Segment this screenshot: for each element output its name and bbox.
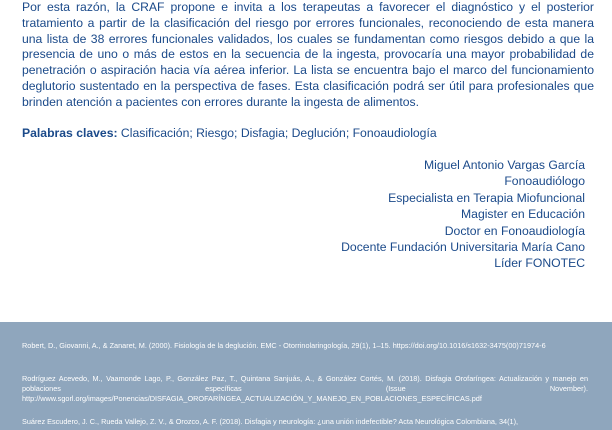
author-credential: Fonoaudiólogo: [504, 174, 585, 189]
author-block: [341, 157, 585, 272]
author-credential: Líder FONOTEC: [494, 256, 585, 271]
abstract-paragraph: Por esta razón, la CRAF propone e invita a los terapeutas a favorecer el diagnóstico y el posterior tratamiento a partir de la clasificación del riesgo por errores funcionales, reconociendo de esta manera una lista de 38 errores funcionales validados, los cuales se fundamentan como riesgos debido a que la presencia de uno o más de estos en la secuencia de la ingesta, provocaría una mayor probabilidad de penetración o aspiración hacia vía aérea inferior. La lista se encuentra bajo el marco del funcionamiento deglutorio sustentado en la perspectiva de fases. Esta clasificación podrá ser útil para profesionales que brinden atención a pacientes con errores durante la ingesta de alimentos.: [22, 0, 594, 109]
keywords-label: Palabras claves:: [22, 126, 118, 140]
reference-item: Suárez Escudero, J. C., Rueda Vallejo, Z. V., & Orozco, A. F. (2018). Disfagia y neurología: ¿una unión indefectible? Acta Neurológica Colombiana, 34(1),: [22, 417, 519, 426]
author-credential: Docente Fundación Universitaria María Cano: [341, 240, 585, 255]
author-credential: Especialista en Terapia Miofuncional: [388, 190, 585, 205]
keywords-line: [22, 126, 594, 142]
reference-item: Rodríguez Acevedo, M., Vaamonde Lago, P., González Paz, T., Quintana Sanjuás, A., & González Cortés, M. (2018). Disfagia Orofaríngea: Actualización y manejo en poblaciones específicas (Issue November). http://www.sgorl.org/images/Ponencias/DISFAGIA_OROFARÍNGEA_ACTUALIZACIÓN_Y_MANEJO_EN_POBLACIONES_ESPECÍFICAS.pdf: [22, 374, 588, 403]
references-section: [0, 322, 612, 430]
author-credential: Doctor en Fonoaudiología: [444, 223, 585, 238]
author-name: Miguel Antonio Vargas García: [423, 158, 585, 172]
author-credential: Magister en Educación: [461, 207, 585, 222]
keywords-value: Clasificación; Riesgo; Disfagia; Deglución; Fonoaudiología: [117, 126, 437, 140]
reference-item: Robert, D., Giovanni, A., & Zanaret, M. (2000). Fisiología de la deglución. EMC - Otorrinolaringología, 29(1), 1–15. https://doi.org/10.1016/s1632-3475(00)71974-6: [22, 341, 546, 350]
